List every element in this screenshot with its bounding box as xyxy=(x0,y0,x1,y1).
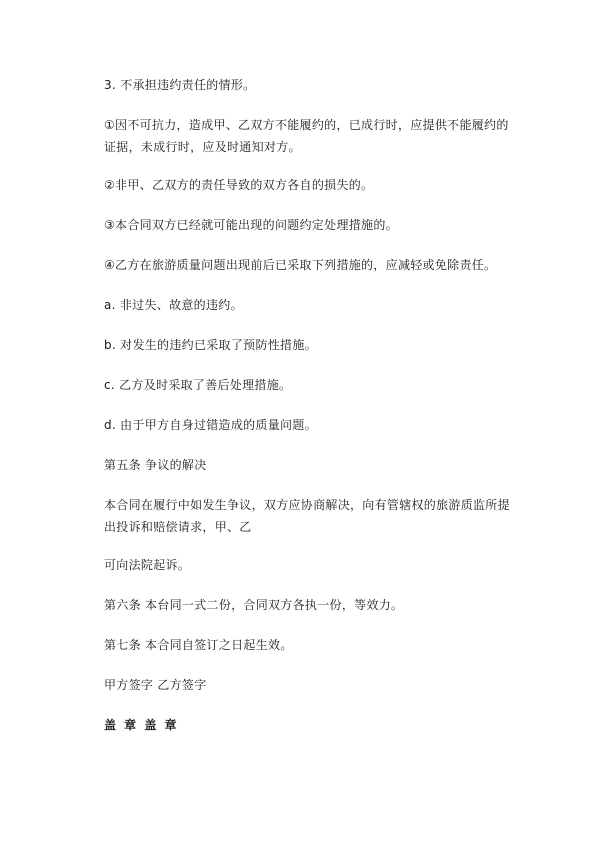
article-seven: 第七条 本合同自签订之日起生效。 xyxy=(104,638,293,652)
item-non-party-fault: ②非甲、乙双方的责任导致的双方各自的损失的。 xyxy=(104,178,374,192)
subitem-d: d. 由于甲方自身过错造成的质量问题。 xyxy=(104,418,317,432)
article-five-heading: 第五条 争议的解决 xyxy=(104,458,207,472)
subitem-b: b. 对发生的违约已采取了预防性措施。 xyxy=(104,338,317,352)
clause-heading-no-liability: 3. 不承担违约责任的情形。 xyxy=(104,78,256,92)
article-five-body: 本合同在履行中如发生争议，双方应协商解决，向有管辖权的旅游质监所提出投诉和赔偿请求，甲、乙 xyxy=(104,498,510,534)
article-six: 第六条 本台同一式二份，合同双方各执一份，等效力。 xyxy=(104,598,404,612)
item-mitigating-measures: ④乙方在旅游质量问题出现前后已采取下列措施的，应减轻或免除责任。 xyxy=(104,258,497,272)
subitem-c: c. 乙方及时采取了善后处理措施。 xyxy=(104,378,292,392)
subitem-a: a. 非过失、故意的违约。 xyxy=(104,298,243,312)
article-five-continuation: 可向法院起诉。 xyxy=(104,558,191,572)
item-force-majeure: ①因不可抗力，造成甲、乙双方不能履约的，已成行时，应提供不能履约的证据，未成行时，应及时通知对方。 xyxy=(104,118,509,154)
signature-line: 甲方签字 乙方签字 xyxy=(104,678,207,692)
seal-line: 盖 章 盖 章 xyxy=(104,718,179,732)
item-agreed-measures: ③本合同双方已经就可能出现的问题约定处理措施的。 xyxy=(104,218,398,232)
